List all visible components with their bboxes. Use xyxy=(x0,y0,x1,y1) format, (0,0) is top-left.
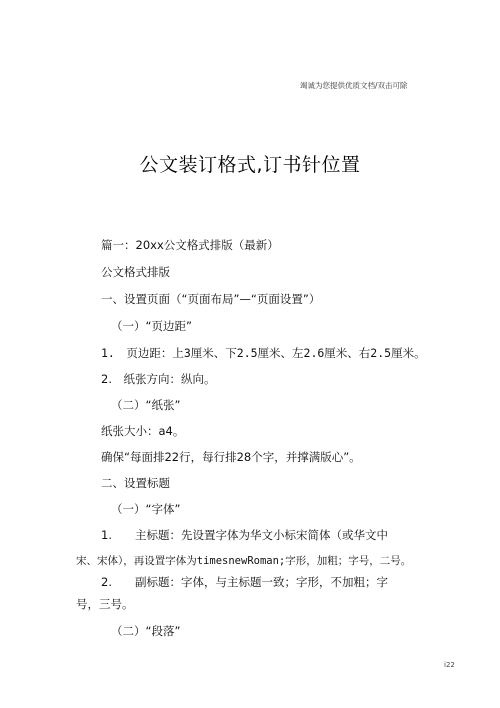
page-number: i22 xyxy=(444,661,455,669)
paragraph-line: 公文格式排版 xyxy=(101,265,170,279)
list-item-main-title: 1. 主标题：先设置字体为华文小标宋简体（或华文中 xyxy=(101,528,388,542)
list-item-margins: 1. 页边距：上3厘米、下2.5厘米、左2.6厘米、右2.5厘米。 xyxy=(101,346,426,360)
paragraph-line-continuation: 号，三号。 xyxy=(76,597,134,611)
document-title: 公文装订格式,订书针位置 xyxy=(139,154,361,176)
paragraph-line-rows: 确保“每面排22行，每行排28个字，并撑满版心”。 xyxy=(101,450,361,464)
header-note: 竭诚为您提供优质文档/双击可除 xyxy=(300,81,408,90)
subsection-heading-paper: （二）“纸张” xyxy=(111,398,181,412)
subsection-heading-margins: （一）“页边距” xyxy=(111,319,192,333)
subsection-heading-paragraph: （二）“段落” xyxy=(111,624,181,638)
list-item-subtitle: 2. 副标题：字体，与主标题一致；字形，不加粗；字 xyxy=(101,575,388,589)
subsection-heading-font: （一）“字体” xyxy=(111,502,181,516)
paragraph-line-continuation: 宋、宋体），再设置字体为timesnewRoman;字形，加粗；字号，二号。 xyxy=(76,555,412,567)
section-heading-article-one: 篇一：20xx公文格式排版（最新） xyxy=(101,238,279,252)
section-heading-title-setup: 二、设置标题 xyxy=(101,476,170,490)
list-item-orientation: 2. 纸张方向：纵向。 xyxy=(101,372,216,386)
paragraph-line-paper-size: 纸张大小：a4。 xyxy=(101,424,185,438)
section-heading-page-setup: 一、设置页面（“页面布局”—“页面设置”） xyxy=(101,292,321,306)
